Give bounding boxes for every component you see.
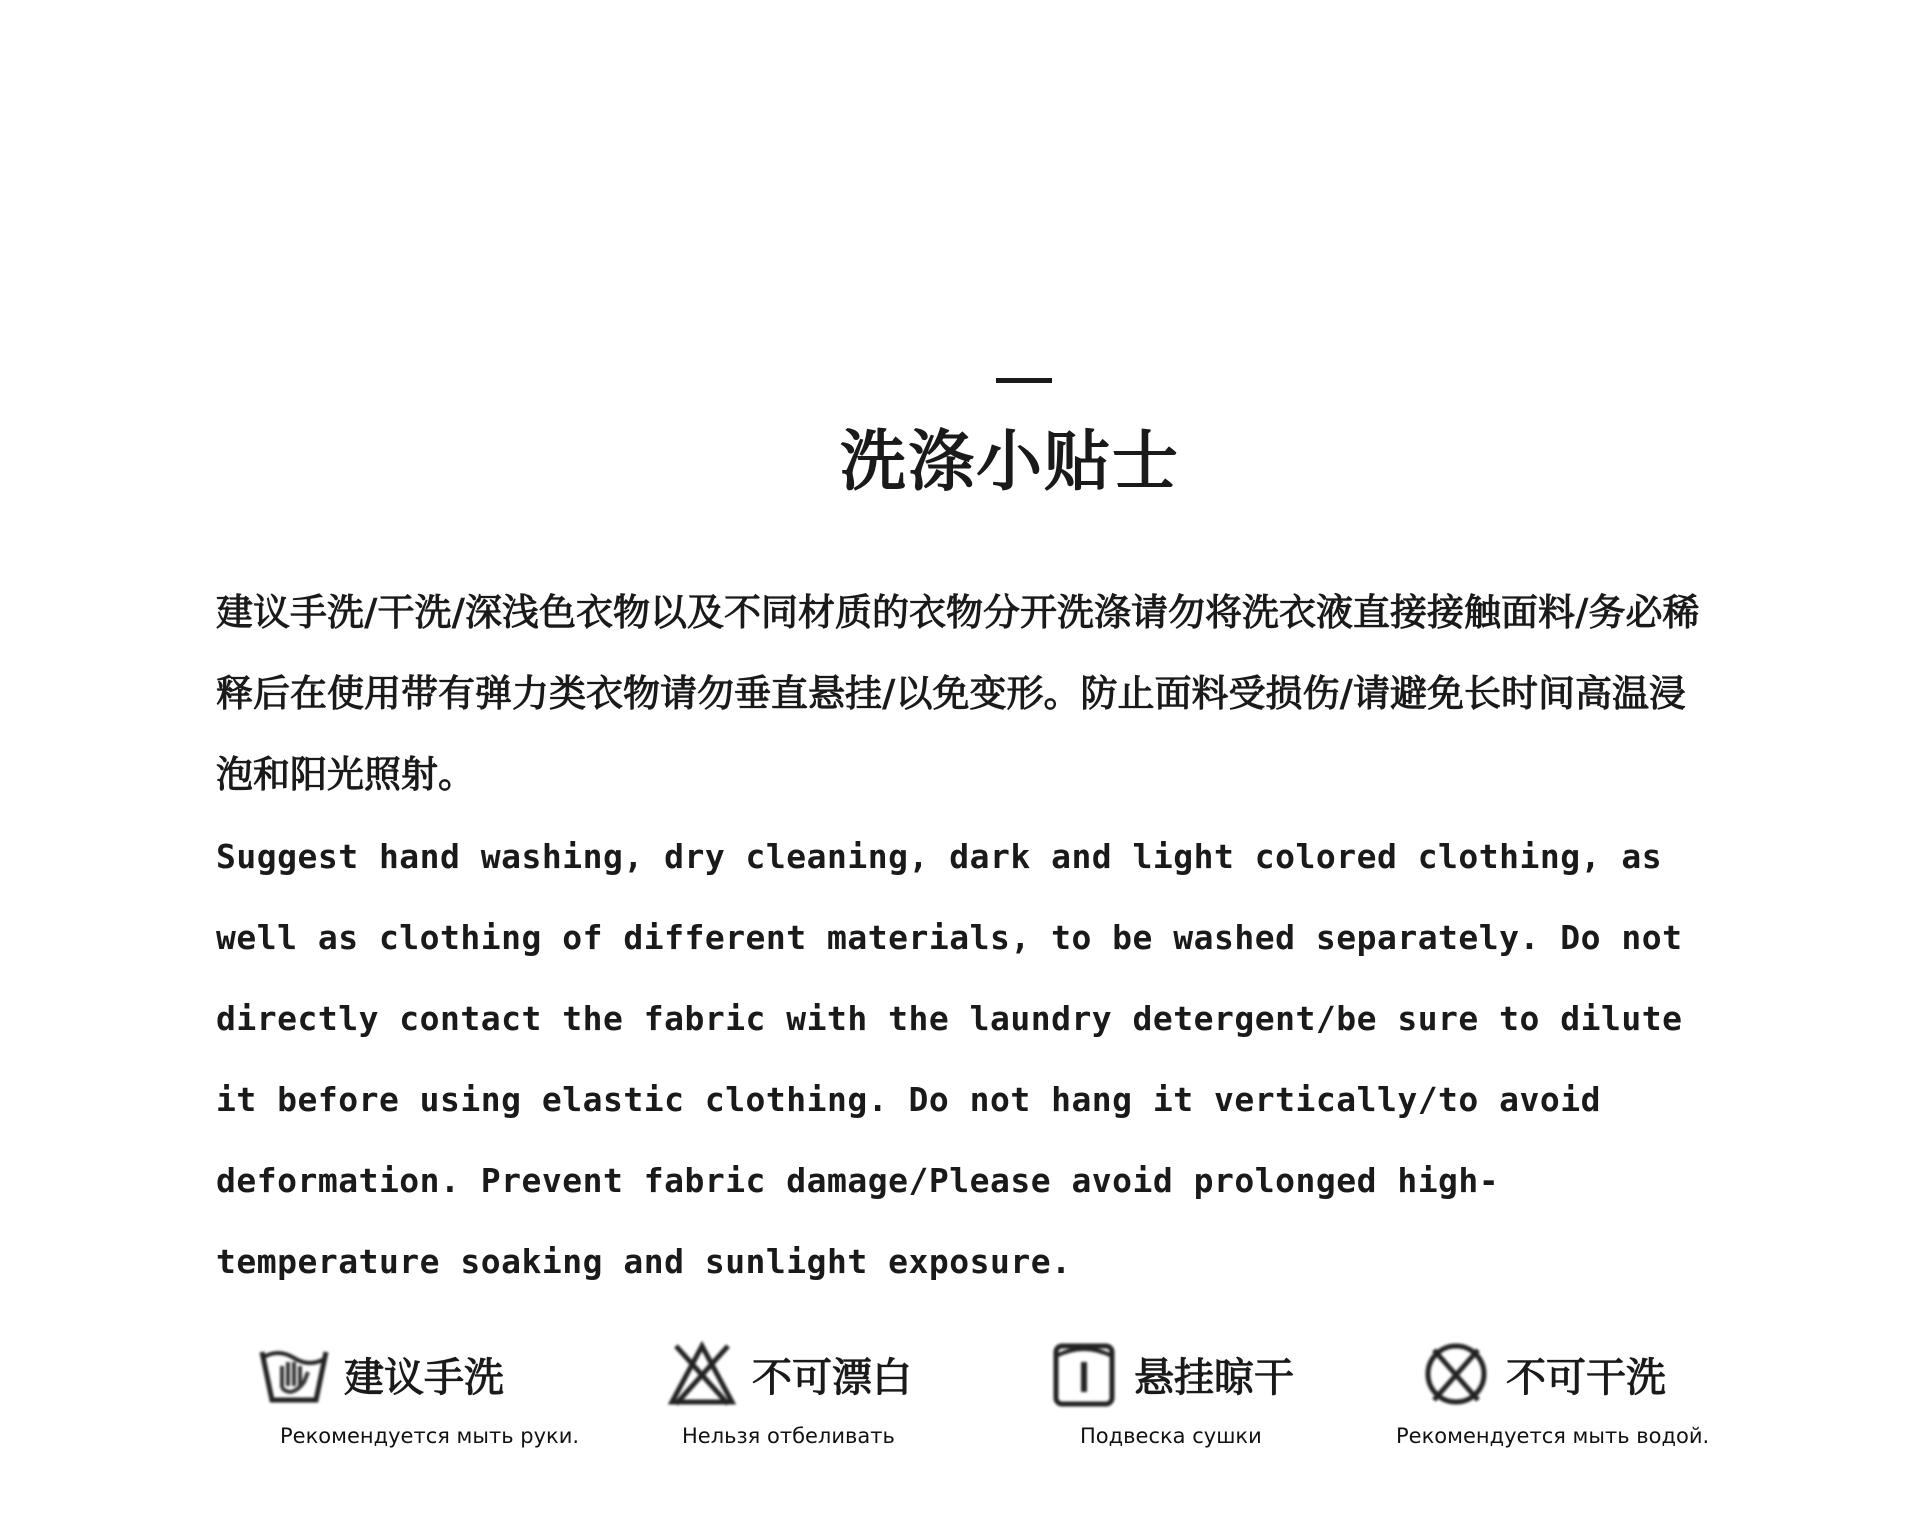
care-icons [216,1338,1716,1458]
hand-wash-caption: Рекомендуется мыть руки. [280,1424,580,1448]
care-item-hang-dry [1048,1338,1428,1458]
no-bleach-label: 不可漂白 [752,1354,912,1401]
no-bleach-caption: Нельзя отбеливать [682,1424,895,1448]
no-bleach-icon [666,1338,738,1410]
hang-dry-icon [1048,1338,1120,1410]
no-dry-clean-icon [1420,1338,1492,1410]
no-dry-clean-label: 不可干洗 [1506,1354,1666,1401]
title-dash [996,378,1052,383]
page-title: 洗涤小贴士 [840,423,1180,500]
hand-wash-icon [258,1338,330,1410]
hand-wash-label: 建议手洗 [344,1354,504,1401]
chinese-description: 建议手洗/干洗/深浅色衣物以及不同材质的衣物分开洗涤请勿将洗衣液直接接触面料/务必稀释后在使用带有弹力类衣物请勿垂直悬挂/以免变形。防止面料受损伤/请避免长时间高温浸泡和阳光照射。 [216,591,1700,796]
hang-dry-label: 悬挂晾干 [1134,1354,1294,1401]
hang-dry-caption: Подвеска сушки [1080,1424,1262,1448]
no-dry-clean-caption: Рекомендуется мыть водой. [1396,1424,1710,1448]
care-item-no-dry-clean [1396,1338,1800,1458]
english-description: Suggest hand washing, dry cleaning, dark and light colored clothing, as well as clothing of different materials, to be washed separately. Do not directly contact the fabric with the laundry detergent/be sure to dilute it before using elastic clothing. Do not hang it vertically/to avoid deformation. Prevent fabric damage/Please avoid prolonged high-temperature soaking and sunlight exposure. [216,837,1683,1281]
care-item-no-bleach [666,1338,1046,1458]
care-item-hand-wash [258,1338,638,1458]
